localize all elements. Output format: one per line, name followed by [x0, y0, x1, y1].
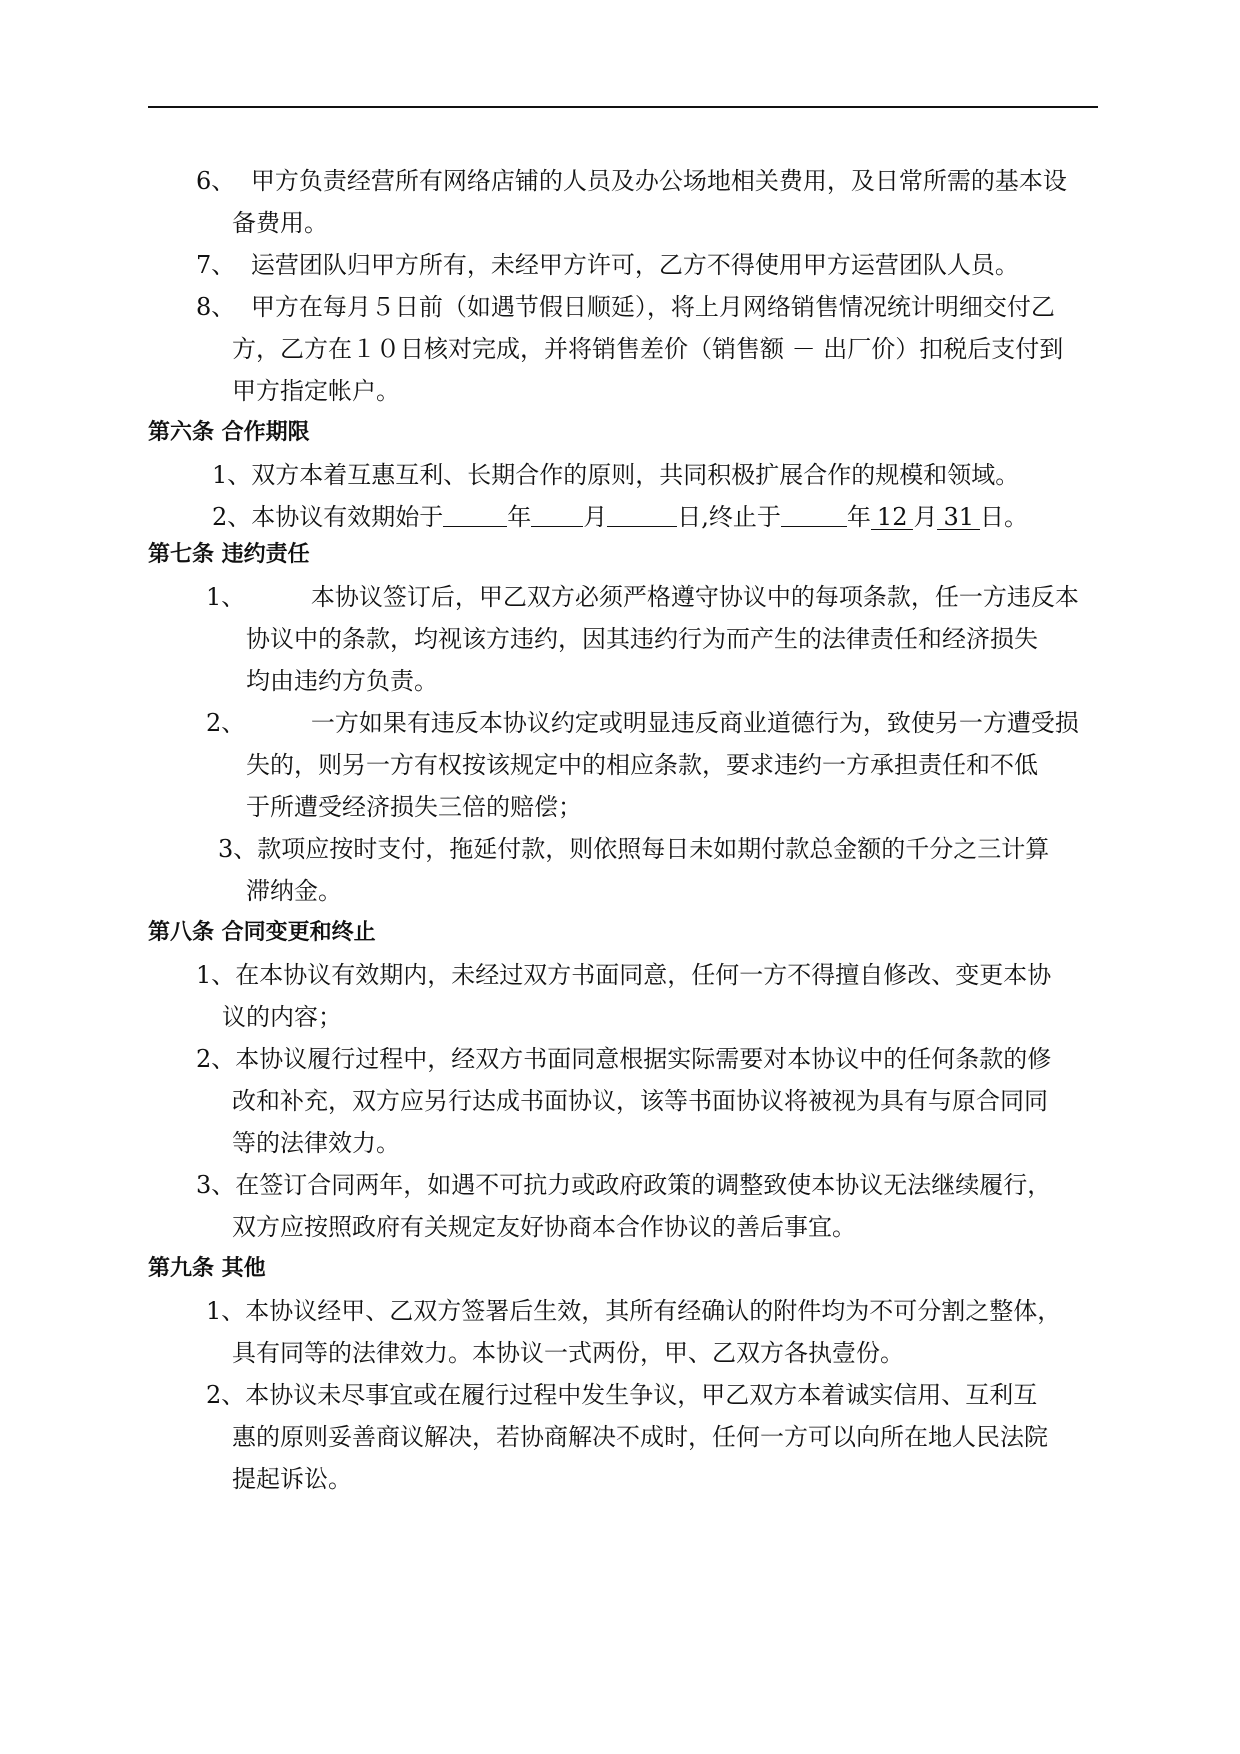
- section-9-item-1-line-1: 1、本协议经甲、乙双方签署后生效，其所有经确认的附件均为不可分割之整体，: [206, 1297, 1062, 1325]
- section-7-item-3-line-2: 滞纳金。: [246, 877, 342, 905]
- section-6-heading: 第六条 合作期限: [148, 420, 310, 445]
- clause-8-number: 8、: [196, 293, 236, 321]
- end-day-value: 31: [937, 505, 980, 530]
- section-9-item-2-line-1: 2、本协议未尽事宜或在履行过程中发生争议，甲乙双方本着诚实信用、互利互: [206, 1381, 1038, 1409]
- section-8-item-2-line-2: 改和补充，双方应另行达成书面协议，该等书面协议将被视为具有与原合同同: [232, 1087, 1048, 1115]
- end-year-label: 年: [846, 503, 871, 531]
- section-7-item-2-text: 一方如果有违反本协议约定或明显违反商业道德行为，致使另一方遭受损: [310, 709, 1079, 737]
- section-9-item-2-line-3: 提起诉讼。: [232, 1465, 352, 1493]
- section-8-heading: 第八条 合同变更和终止: [148, 920, 376, 945]
- start-month-label: 月: [583, 503, 608, 531]
- section-7-item-1-line-3: 均由违约方负责。: [246, 667, 438, 695]
- section-9-item-2-line-2: 惠的原则妥善商议解决，若协商解决不成时，任何一方可以向所在地人民法院: [232, 1423, 1048, 1451]
- section-7-item-3-line-1: 3、款项应按时支付，拖延付款，则依照每日未如期付款总金额的千分之三计算: [218, 835, 1050, 863]
- end-month-value: 12: [871, 505, 914, 530]
- clause-6-number: 6、: [196, 167, 236, 195]
- section-7-item-2-number: 2、: [206, 709, 246, 737]
- header-rule: [148, 106, 1098, 108]
- end-month-label: 月: [913, 503, 938, 531]
- section-6-item-1: 1、双方本着互惠互利、长期合作的原则，共同积极扩展合作的规模和领域。: [212, 461, 1020, 489]
- section-7-heading: 第七条 违约责任: [148, 542, 310, 567]
- clause-6-line-1: [196, 166, 1067, 196]
- clause-6-text: 甲方负责经营所有网络店铺的人员及办公场地相关费用，及日常所需的基本设: [250, 167, 1067, 195]
- section-8-item-3-line-1: 3、在签订合同两年，如遇不可抗力或政府政策的调整致使本协议无法继续履行，: [196, 1171, 1052, 1199]
- term-end-label: 日,终止于: [677, 503, 781, 531]
- section-8-item-2-line-1: 2、本协议履行过程中，经双方书面同意根据实际需要对本协议中的任何条款的修: [196, 1045, 1052, 1073]
- section-7-item-1-line-1: [206, 582, 1079, 612]
- clause-7-number: 7、: [196, 251, 236, 279]
- section-9-item-1-line-2: 具有同等的法律效力。本协议一式两份，甲、乙双方各执壹份。: [232, 1339, 904, 1367]
- clause-8-text: 甲方在每月５日前（如遇节假日顺延），将上月网络销售情况统计明细交付乙: [250, 293, 1055, 321]
- clause-8-line-3: 甲方指定帐户。: [232, 377, 400, 405]
- section-8-item-3-line-2: 双方应按照政府有关规定友好协商本合作协议的善后事宜。: [232, 1213, 856, 1241]
- section-7-item-2-line-2: 失的，则另一方有权按该规定中的相应条款，要求违约一方承担责任和不低: [246, 751, 1038, 779]
- clause-7-text: 运营团队归甲方所有，未经甲方许可，乙方不得使用甲方运营团队人员。: [250, 251, 1019, 279]
- section-9-heading: 第九条 其他: [148, 1256, 266, 1281]
- clause-7-line-1: [196, 250, 1019, 280]
- section-7-item-1-line-2: 协议中的条款，均视该方违约，因其违约行为而产生的法律责任和经济损失: [246, 625, 1038, 653]
- section-7-item-1-number: 1、: [206, 583, 246, 611]
- clause-8-line-1: [196, 292, 1055, 322]
- start-year-blank: [443, 504, 507, 527]
- section-6-item-2: [212, 502, 1028, 532]
- section-7-item-2-line-1: [206, 708, 1079, 738]
- section-7-item-1-text: 本协议签订后，甲乙双方必须严格遵守协议中的每项条款，任一方违反本: [310, 583, 1079, 611]
- section-7-item-2-line-3: 于所遭受经济损失三倍的赔偿；: [246, 793, 582, 821]
- section-8-item-1-line-1: 1、在本协议有效期内，未经过双方书面同意，任何一方不得擅自修改、变更本协: [196, 961, 1052, 989]
- end-day-label: 日。: [980, 503, 1029, 531]
- clause-8-line-2: 方，乙方在１０日核对完成，并将销售差价（销售额 － 出厂价）扣税后支付到: [232, 335, 1064, 363]
- start-day-blank: [607, 504, 677, 527]
- term-start-label: 2、本协议有效期始于: [212, 503, 444, 531]
- start-month-blank: [531, 504, 583, 527]
- end-year-blank: [781, 504, 847, 527]
- section-8-item-1-line-2: 议的内容；: [222, 1003, 342, 1031]
- start-year-label: 年: [507, 503, 532, 531]
- section-8-item-2-line-3: 等的法律效力。: [232, 1129, 400, 1157]
- clause-6-line-2: 备费用。: [232, 209, 328, 237]
